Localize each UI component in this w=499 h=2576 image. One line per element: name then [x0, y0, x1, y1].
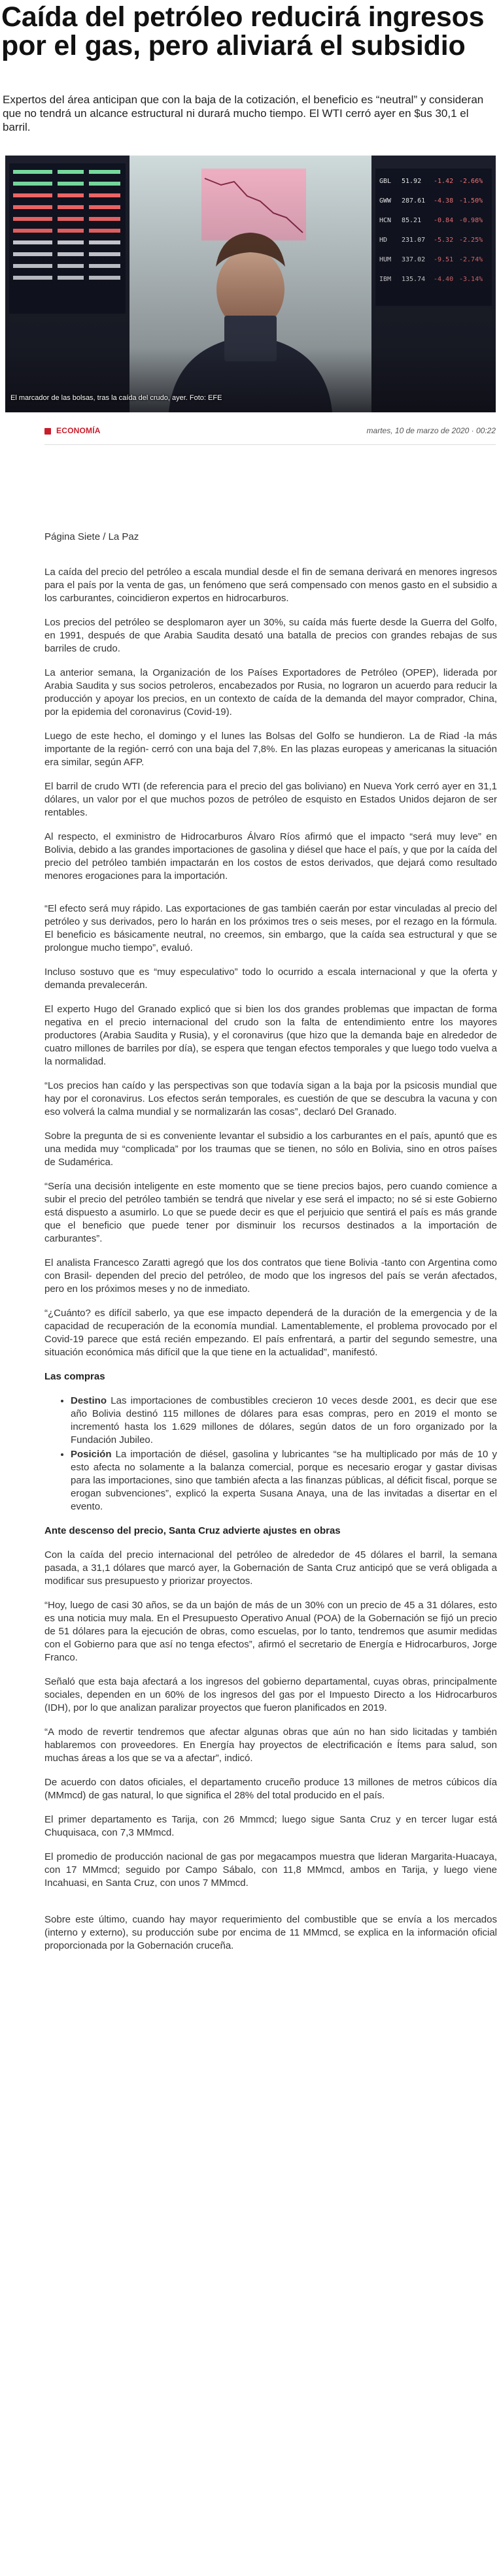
photo-caption: El marcador de las bolsas, tras la caída del crudo, ayer. Foto: EFE	[10, 394, 222, 402]
subheading-santa-cruz: Ante descenso del precio, Santa Cruz advierte ajustes en obras	[44, 1525, 341, 1536]
list-term: Posición	[71, 1449, 112, 1460]
body-paragraph: La anterior semana, la Organización de los Países Exportadores de Petróleo (OPEP), liderada por Arabia Saudita y sus socios petroleros, encabezados por Rusia, no lograron un acuerdo para reducir la producción y apoyar los precios, en un contexto de caída de la demanda del mayor comprador, China, por la epidemia del coronavirus (Covid-19).	[44, 667, 497, 718]
body-paragraph: Luego de este hecho, el domingo y el lunes las Bolsas del Golfo se hundieron. La de Riad -la más importante de la región- cerró con una baja del 7,8%. En las plazas europeas y americanas la situación era similar, según AFP.	[44, 731, 497, 768]
body-paragraph: “Hoy, luego de casi 30 años, se da un bajón de más de un 30% con un precio de 45 a 31 dólares, esto es una noticia muy mala. En el Presupuesto Operativo Anual (POA) de la Gobernación se fijó un precio de 51 dólares para la ejecución de obras, como escuelas, por lo tanto, tendremos que asumir medidas con el Gobierno para que así no tenga efectos”, afirmó el secretario de Energía e Hidrocarburos, Jorge Franco.	[44, 1600, 497, 1663]
article-body	[44, 531, 497, 1964]
body-paragraph: “¿Cuánto? es difícil saberlo, ya que ese impacto dependerá de la duración de la emergencia y de la capacidad de recuperación de la economía mundial. Lamentablemente, el problema provocado por el Covid-19 parece que está recién empezando. El país enfrentará, a partir del segundo semestre, una situación económica más difícil que la que tiene en la actualidad”, manifestó.	[44, 1308, 497, 1358]
body-paragraph: Los precios del petróleo se desplomaron ayer un 30%, su caída más fuerte desde la Guerra del Golfo, en 1991, después de que Arabia Saudita desató una batalla de precios con grandes rebajas de sus barriles de crudo.	[44, 617, 497, 654]
body-paragraph: “Sería una decisión inteligente en este momento que se tiene precios bajos, pero cuando comience a subir el precio del petróleo también se tendrá que nivelar y ese será el impacto; no sé si este Gobierno está dispuesto a asumirlo. Lo que se puede decir es que el perjuicio que sentirá el país es más grande que el beneficio que puede tener por disminuir los recursos destinados a la importación de carburantes”.	[44, 1181, 497, 1244]
body-paragraph: Incluso sostuvo que es “muy especulativo” todo lo ocurrido a escala internacional y que la oferta y demanda prevalecerán.	[44, 966, 497, 991]
list-text: La importación de diésel, gasolina y lubricantes “se ha multiplicado por más de 10 y esto afecta no solamente a la balanza comercial, porque es necesario erogar y gastar divisas para las importaciones, sino que también afecta a las finanzas públicas, al déficit fiscal, porque se erogan subvenciones”, explicó la experta Susana Anaya, una de las invitadas a disertar en el evento.	[71, 1449, 497, 1512]
section-marker-icon	[44, 428, 51, 435]
divider	[44, 444, 496, 445]
list-item	[71, 1395, 497, 1447]
list-text: Las importaciones de combustibles crecieron 10 veces desde 2001, es decir que ese año Bolivia destinó 115 millones de dólares para esas compras, pero en 2019 el monto se incrementó hasta los 1.629 millones de dólares, según datos de un foro organizado por la Fundación Jubileo.	[71, 1395, 497, 1445]
body-paragraph: Señaló que esta baja afectará a los ingresos del gobierno departamental, cuyas obras, principalmente sociales, dependen en un 60% de los ingresos del gas por el Impuesto Directo a los Hidrocarburos (IDH), por lo que analizan paralizar proyectos que fueron planificados en 2019.	[44, 1676, 497, 1713]
article-meta	[44, 425, 496, 438]
body-paragraph: Al respecto, el exministro de Hidrocarburos Álvaro Ríos afirmó que el impacto “será muy leve” en Bolivia, debido a las grandes importaciones de gasolina y diésel que hace el país, y que por la caída del precio del petróleo también impactarán en los costos de estos derivados, que dejará como resultado menores erogaciones para la importación.	[44, 831, 497, 882]
body-paragraph: Sobre este último, cuando hay mayor requerimiento del combustible que se envía a los mercados (interno y externo), su producción sube por encima de 11 MMmcd, se explica en la información oficial proporcionada por la Gobernación cruceña.	[44, 1914, 497, 1951]
body-paragraph: Con la caída del precio internacional del petróleo de alrededor de 45 dólares el barril, la semana pasada, a 31,1 dólares que marcó ayer, la Gobernación de Santa Cruz anticipó que se verá obligada a modificar sus presupuesto y priorizar proyectos.	[44, 1549, 497, 1587]
body-paragraph: “Los precios han caído y las perspectivas son que todavía sigan a la baja por la psicosis mundial que hay por el coronavirus. Los efectos serán temporales, es cuestión de que se descubra la vacuna y con eso volverá la calma mundial y se normalizarán las cosas”, declaró Del Granado.	[44, 1080, 497, 1117]
body-paragraph: El primer departamento es Tarija, con 26 Mmmcd; luego sigue Santa Cruz y en tercer lugar está Chuquisaca, con 7,3 MMmcd.	[44, 1814, 497, 1838]
article-source: Página Siete / La Paz	[44, 531, 139, 542]
body-paragraph: “El efecto será muy rápido. Las exportaciones de gas también caerán por estar vinculadas al precio del petróleo y sus derivados, pero lo harán en los próximos tres o seis meses, por el rezago en la fórmula. El beneficio es básicamente neutral, no creemos, sin embargo, que la caída sea estructural y que se prolongue mucho tiempo”, evaluó.	[44, 903, 497, 953]
compras-list	[44, 1395, 497, 1513]
section-link[interactable]: ECONOMÍA	[56, 426, 101, 435]
lead-paragraph: Expertos del área anticipan que con la baja de la cotización, el beneficio es “neutral” y consideran que no tendrá un alcance estructural ni durará mucho tiempo. El WTI cerró ayer en $us 30,1 el barril.	[3, 93, 484, 133]
publish-date: martes, 10 de marzo de 2020 · 00:22	[366, 426, 496, 435]
body-paragraph: El experto Hugo del Granado explicó que si bien los dos grandes problemas que impactan de forma negativa en el precio internacional del crudo son la falta de entendimiento entre los mayores productores (Arabia Saudita y Rusia), y el coronavirus (que hizo que la demanda baje en alrededor de cuatro millones de barriles por día), se espera que tengan efectos temporales y que luego todo vuelva a la normalidad.	[44, 1004, 497, 1067]
stock-exchange-photo	[5, 156, 496, 412]
list-term: Destino	[71, 1395, 107, 1406]
body-paragraph: Sobre la pregunta de si es conveniente levantar el subsidio a los carburantes en el país, apuntó que es una medida muy “complicada” por los traumas que se tienen, no sólo en Bolivia, sino en otros países de Sudamérica.	[44, 1131, 497, 1168]
body-paragraph: De acuerdo con datos oficiales, el departamento cruceño produce 13 millones de metros cúbicos día (MMmcd) de gas natural, lo que significa el 28% del total producido en el país.	[44, 1777, 497, 1801]
body-paragraph: El promedio de producción nacional de gas por megacampos muestra que lideran Margarita-Huacaya, con 17 MMmcd; seguido por Campo Sábalo, con 11,8 MMmcd, ambos en Tarija, y luego viene Incahuasi, en Santa Cruz, con unos 7 MMmcd.	[44, 1851, 497, 1889]
body-paragraph: El barril de crudo WTI (de referencia para el precio del gas boliviano) en Nueva York cerró ayer en 31,1 dólares, un valor por el que muchos pozos de petróleo de esquisto en Estados Unidos dejaron de ser rentables.	[44, 781, 497, 818]
list-item	[71, 1448, 497, 1513]
subheading-compras: Las compras	[44, 1371, 105, 1382]
body-paragraph: El analista Francesco Zaratti agregó que los dos contratos que tiene Bolivia -tanto con Argentina como con Brasil- dependen del precio del petróleo, de modo que los ingresos del país se verán afectados, pero en los próximos meses y no de inmediato.	[44, 1257, 497, 1295]
body-paragraph: “A modo de revertir tendremos que afectar algunas obras que aún no han sido licitadas y también hablaremos con proveedores. En Energía hay proyectos de electrificación e Ítems para salud, son muchas áreas a los que se va a afectar”, indicó.	[44, 1726, 497, 1764]
body-paragraph: La caída del precio del petróleo a escala mundial desde el fin de semana derivará en menores ingresos para el país por la venta de gas, un fenómeno que será compensado con menos gasto en el subsidio a los carburantes, coincidieron expertos en hidrocarburos.	[44, 567, 497, 604]
headline: Caída del petróleo reducirá ingresos por el gas, pero aliviará el subsidio	[1, 1, 485, 61]
article-photo[interactable]	[5, 156, 496, 412]
